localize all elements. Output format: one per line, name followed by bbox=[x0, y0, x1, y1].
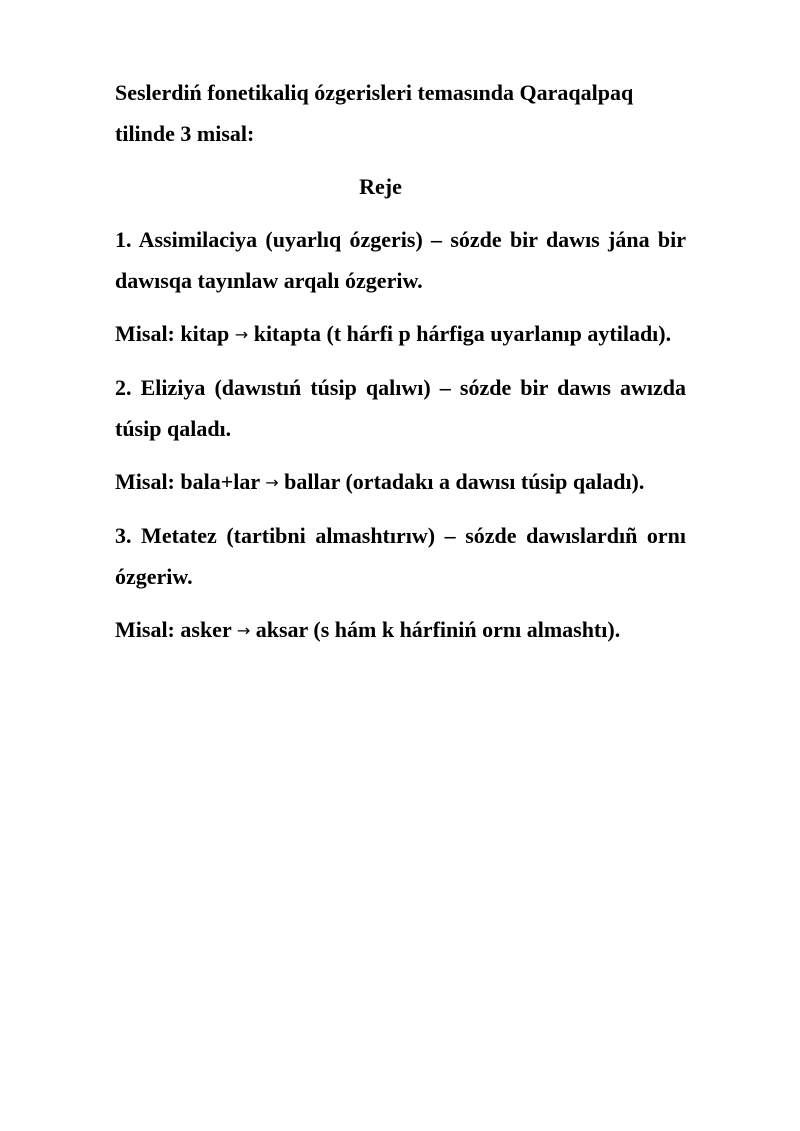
section-3-heading: 3. Metatez (tartibni almashtırıw) – sózde dawıslardıñ ornı ózgeriw. bbox=[115, 523, 686, 589]
document-page bbox=[115, 72, 686, 663]
section-2-heading: 2. Eliziya (dawıstıń túsip qalıwı) – sózde bir dawıs awızda túsip qaladı. bbox=[115, 375, 686, 441]
example-suffix: ballar (ortadakı a dawısı túsip qaladı). bbox=[284, 469, 645, 494]
example-prefix: Misal: kitap bbox=[115, 321, 230, 346]
section-3-example bbox=[115, 609, 686, 651]
example-suffix: kitapta (t hárfi p hárfiga uyarlanıp aytiladı). bbox=[253, 321, 672, 346]
section-1-heading: 1. Assimilaciya (uyarlıq ózgeris) – sózde bir dawıs jána bir dawısqa tayınlaw arqalı ózgeriw. bbox=[115, 227, 686, 293]
section-2-example bbox=[115, 461, 686, 503]
example-prefix: Misal: asker bbox=[115, 617, 232, 642]
example-suffix: aksar (s hám k hárfiniń ornı almashtı). bbox=[255, 617, 621, 642]
plan-heading: Reje bbox=[359, 174, 402, 199]
arrow-icon: → bbox=[234, 325, 249, 344]
section-1-example bbox=[115, 313, 686, 355]
arrow-icon: → bbox=[236, 621, 251, 640]
example-prefix: Misal: bala+lar bbox=[115, 469, 260, 494]
document-title: Seslerdiń fonetikaliq ózgerisleri temasında Qaraqalpaq tilinde 3 misal: bbox=[115, 80, 634, 146]
arrow-icon: → bbox=[265, 473, 279, 492]
